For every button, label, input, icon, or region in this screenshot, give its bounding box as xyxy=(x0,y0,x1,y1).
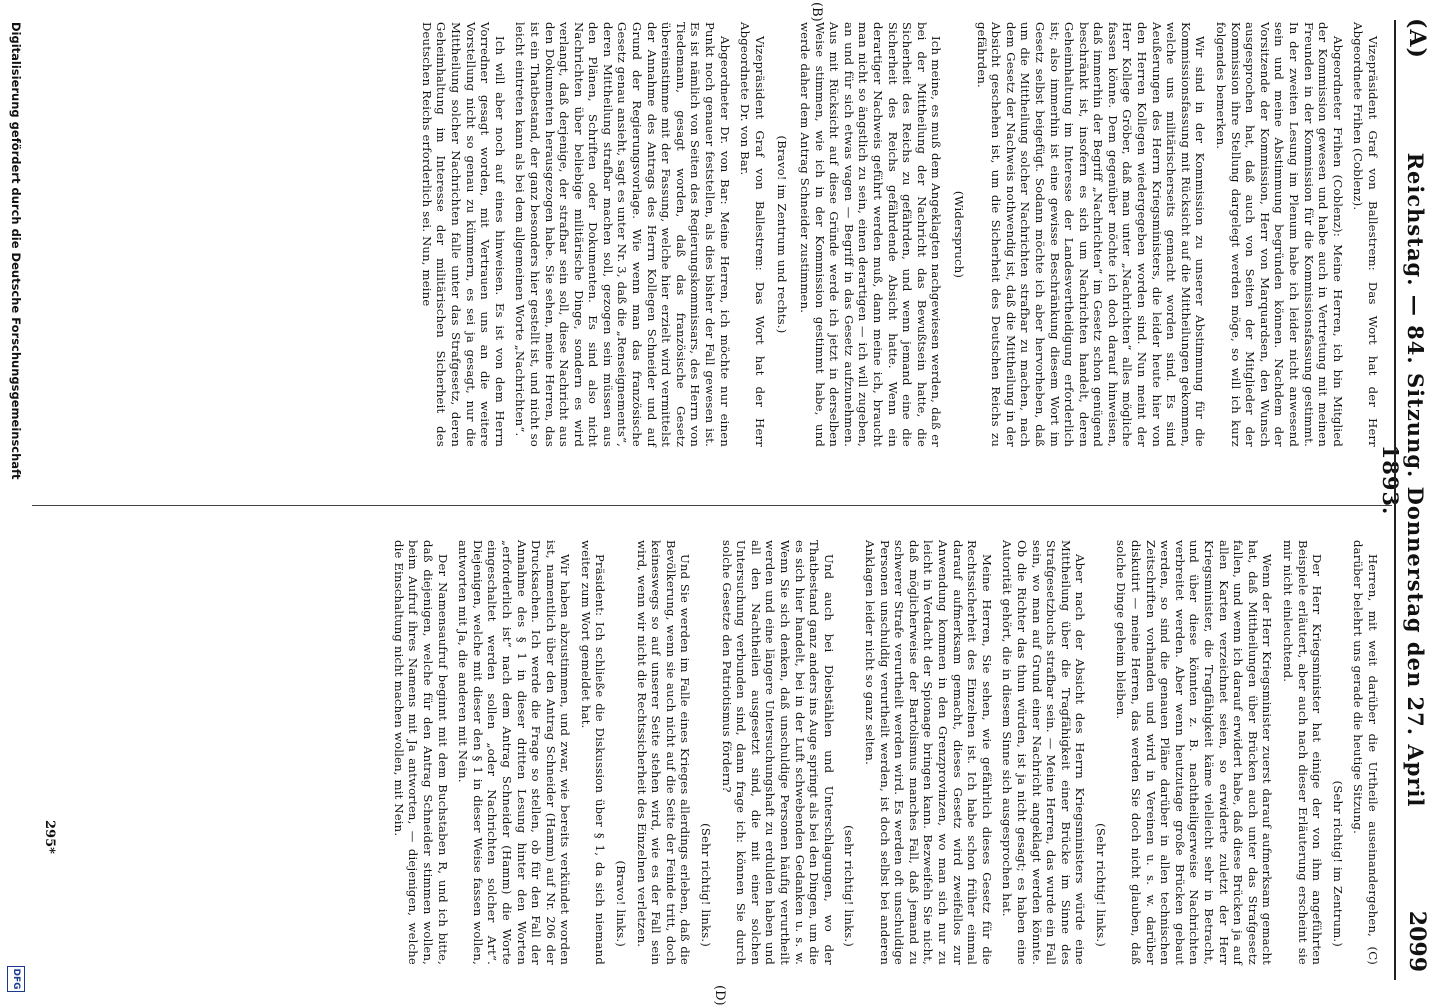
interjection: (sehr richtig! links.) xyxy=(842,825,857,947)
right-column xyxy=(385,540,1380,965)
paragraph: Der Herr Kriegsminister hat einige der von ihm angeführten Beispiele erläutert, aber auch nach dieser Erläuterung erscheint sie mir nicht einleuchtend. xyxy=(1281,540,1325,965)
paragraph: Vizepräsident Graf von Ballestrem: Das Wort hat der Herr Abgeordnete Dr. von Bar. xyxy=(738,22,767,447)
paragraph: Wenn der Herr Kriegsminister zuerst darauf aufmerksam gemacht hat, daß Mittheilungen über Brücken auch unter das Strafgesetz fallen, und wenn ich darauf erwidert habe, daß diese Brücken ja auf allen Karten verzeichnet seien, so erwiderte zuletzt der Herr Kriegsminister, die Tragfähigkeit käme vielleicht sehr in Betracht, und über diese könnten z. B. nachtheiligerweise Nachrichten verbreitet werden. Aber wenn heutzutage große Brücken gebaut werden, so sind die genauen Pläne darüber in allen technischen Zeitschriften vorhanden und wird in Vereinen u. s. w. darüber diskutirt — meine Herren, das werden Sie doch nicht glauben, daß solche Dinge geheim bleiben. xyxy=(1114,540,1275,965)
funding-note xyxy=(3,0,27,1000)
interjection: (Widerspruch) xyxy=(951,190,966,279)
signature-mark: 295* xyxy=(42,820,57,854)
paragraph: Meine Herren, Sie sehen, wie gefährlich dieses Gesetz für die Rechtssicherheit des Einzelnen ist. Ich habe schon früher einmal darauf aufmerksam gemacht, dieses Gesetz wird zweifellos zur Anwendung kommen in den Grenzprovinzen, wo man sich nur zu leicht in Verdacht der Spionage bringen kann. Bezweifeln Sie nicht, daß möglicherweise der Bartolismus manches Fall, daß jemand zu schwerer Strafe verurtheilt werden wird. Es werden oft unschuldige Personen unschuldig verurtheilt werden, ist doch selbst bei anderen Anklagen leider nicht so ganz selten. xyxy=(863,540,994,965)
paragraph: Präsident: Ich schließe die Diskussion über § 1, da sich niemand weiter zum Wort gemeldet hat. xyxy=(578,540,608,965)
margin-marker-d: (D) xyxy=(712,985,727,1006)
column-divider xyxy=(32,505,1392,506)
left-column xyxy=(413,22,1380,447)
interjection: (Bravo! im Zentrum und rechts.) xyxy=(775,135,790,334)
paragraph: Herren, mit weit darüber die Urtheile auseinandergehen, (C) darüber belehrt uns gerade die heutige Sitzung. xyxy=(1351,540,1380,965)
margin-marker-b: (B) xyxy=(809,2,824,22)
header-rule xyxy=(1394,20,1396,980)
paragraph: Abgeordneter Dr. von Bar: Meine Herren, ich möchte nur einen Punkt noch genauer feststellen, als dies bisher der Fall gewesen ist. Es ist nämlich von Seiten des Regierungskommissars, des Herrn von Tiedemann, gesagt worden, daß das französische Gesetz übereinstimme mit der Fassung, welche hier erzielt wird vermittelst der Annahme des Antrags des Herrn Kollegen Schneider und auf Grund der Regierungsvorlage. Wie wenn man das französische Gesetz genau ansieht, sagt es unter Nr. 3, daß die „Renseignements“, deren Mittheilung strafbar machen soll, gezogen sein müssen aus den Plänen, Schriften oder Dokumenten. Es sind also nicht Nachrichten über beliebige militärische Dinge, sondern es wird verlangt, daß derjenige, der strafbar sein soll, diese Nachricht aus den Dokumenten herausgezogen habe. Sie sehen, meine Herren, das ist ein Thatbestand, der ganz besonders hier gestellt ist, und nicht so leicht eintreten kann als bei dem allgemeinen Worte „Nachrichten“. xyxy=(513,22,732,447)
paragraph: Der Namensaufruf beginnt mit dem Buchstaben R, und ich bitte, daß diejenigen, welche für den Antrag Schneider stimmen wollen, beim Aufruf ihres Namens mit Ja antworten, — diejenigen, welche die Einschaltung nicht machen wollen, mit Nein. xyxy=(391,540,450,965)
paragraph: Vizepräsident Graf von Ballestrem: Das Wort hat der Herr Abgeordnete Frihen (Coblenz). xyxy=(1351,22,1380,447)
paragraph: Aber nach der Absicht des Herrn Kriegsministers würde eine Mittheilung über die Tragfähigkeit einer Brücke im Sinne des Strafgesetzbuchs strafbar sein. — Meine Herren, das wurde ein Fall sein, wo man auf Grund einer Nachricht angeklagt werden könnte. Ob die Richter das thun würden, ist ja nicht gesagt; es haben eine Autorität gehört, die in diesem Sinne sich ausgesprochen hat. xyxy=(1000,540,1088,965)
interjection: (Sehr richtig! links.) xyxy=(1093,823,1108,947)
paragraph: Ich meine, es muß dem Angeklagten nachgewiesen werden, daß er bei der Mittheilung der Nachricht das Bewußtsein hatte, die Sicherheit des Reichs zu gefährden, und wenn jemand eine die Sicherheit des Reichs gefährdende Absicht hatte. Wenn ein derartiger Nachweis geführt werden muß, dann meine ich, braucht man nicht so ängstlich zu sein, einen derartigen — ich will zugeben, an und für sich etwas vagen — Begriff in das Gesetz aufzunehmen. Aus mit Rücksicht auf diese Gründe werde ich jetzt in derselben Weise stimmen, wie ich in der Kommission gestimmt habe, und werde daher dem Antrag Schneider zustimmen. xyxy=(798,22,944,447)
interjection: (Bravo! links.) xyxy=(614,860,629,947)
dfg-logo: DFG xyxy=(7,966,25,992)
interjection: (Sehr richtig! im Zentrum.) xyxy=(1330,780,1345,947)
interjection: (Sehr richtig! links.) xyxy=(699,823,714,947)
page-number: 2099 xyxy=(1404,910,1430,972)
funding-text: Digitalisierung gefördert durch die Deutsche Forschungsgemeinschaft xyxy=(9,22,23,480)
margin-marker-a: (A) xyxy=(1404,18,1430,59)
paragraph: Wir sind in der Kommission zu unserer Abstimmung für die Kommissionsfassung mit Rücksicht auf die Mittheilungen gekommen, welche uns militärischerseits gemacht worden sind. Es sind Aeußerungen des Herrn Kriegsministers, die leider heute hier von den Herren Kollegen wiedergegeben worden sind. Nun meint der Herr Kollege Gröber, daß man unter „Nachrichten“ alles mögliche fassen könne. Dem gegenüber möchte ich doch darauf hinweisen, daß immerhin der Begriff „Nachrichten“ im Gesetz schon genügend beschränkt ist, insofern es sich um Nachrichten handelt, deren Geheimhaltung im Interesse der Landesvertheidigung erforderlich ist; also immerhin ist eine gewisse Beschränkung diesem Wort im Gesetz selbst beigefügt. Sodann möchte ich aber hervorheben, daß um die Mittheilung solcher Nachrichten strafbar zu machen, nach dem Gesetz der Nachweis nothwendig ist, daß die Mittheilung in der Absicht geschehen ist, um die Sicherheit des Deutschen Reichs zu gefährden. xyxy=(974,22,1208,447)
paragraph: Und auch bei Diebstählen und Unterschlagungen, wo der Thatbestand ganz anders ins Auge springt als bei den Dingen, um die es sich hier handelt, bei in der Luft schwebenden Gedanken u. s. w. Wenn Sie sich denken, daß unschuldige Personen häufig verurtheilt werden und eine längere Untersuchungshaft zu erdulden haben und all den Nachtheilen ausgesetzt sind, die mit einer solchen Untersuchung verbunden sind, dann frage ich: können Sie durch solche Gesetze den Patriotismus fördern? xyxy=(719,540,836,965)
paragraph: Ich will aber noch auf eines hinweisen. Es ist von dem Herrn Vorredner gesagt worden, mit Vertrauen uns an die weitere Vorstellung nicht so genau zu kümmern, es sei ja gesagt, nur die Mittheilung solcher Nachrichten falle unter das Strafgesetz, deren Geheimhaltung im Interesse der militärischen Sicherheit des Deutschen Reichs erforderlich sei. Nun, meine xyxy=(419,22,507,447)
paragraph: Abgeordneter Frihen (Coblenz): Meine Herren, ich bin Mitglied der Kommission gewesen und habe auch in Vertretung mit meinen Freunden in der Kommission für die Kommissionsfassung gestimmt. In der zweiten Lesung im Plenum habe ich leider nicht anwesend sein und meine Abstimmung begründen können. Nachdem der Vorsitzende der Kommission, Herr von Marquardsen, den Wunsch ausgesprochen hat, daß auch von Seiten der Mitglieder der Kommission ihre Stellung dargelegt werden möge, so will ich kurz folgendes bemerken. xyxy=(1214,22,1345,447)
running-title: Reichstag. — 84. Sitzung. Donnerstag den 27. April 1893. xyxy=(1378,152,1428,808)
paragraph: Wir haben abzustimmen, und zwar, wie bereits verkündet worden ist, namentlich über den Antrag Schneider (Hamm) auf Nr. 206 der Drucksachen. Ich werde die Frage so stellen, ob für den Fall der Annahme des § 1 in dieser dritten Lesung hinter den Worten „erforderlich ist“ nach dem Antrag Schneider (Hamm) die Worte eingeschaltet werden sollen „oder Nachrichten solcher Art“. Diejenigen, welche mit dieser den § 1 in dieser Weise fassen wollen, antworten mit Ja, die anderen mit Nein. xyxy=(456,540,573,965)
paragraph: Und Sie werden im Falle eines Krieges allerdings erleben, daß die Bevölkerung, wenn sie auch nicht auf die Seite der Feinde tritt, doch keineswegs so auf unserer Seite stehen wird, wie es der Fall sein wird, wenn wir nicht die Rechtssicherheit des Einzelnen verletzen. xyxy=(634,540,693,965)
